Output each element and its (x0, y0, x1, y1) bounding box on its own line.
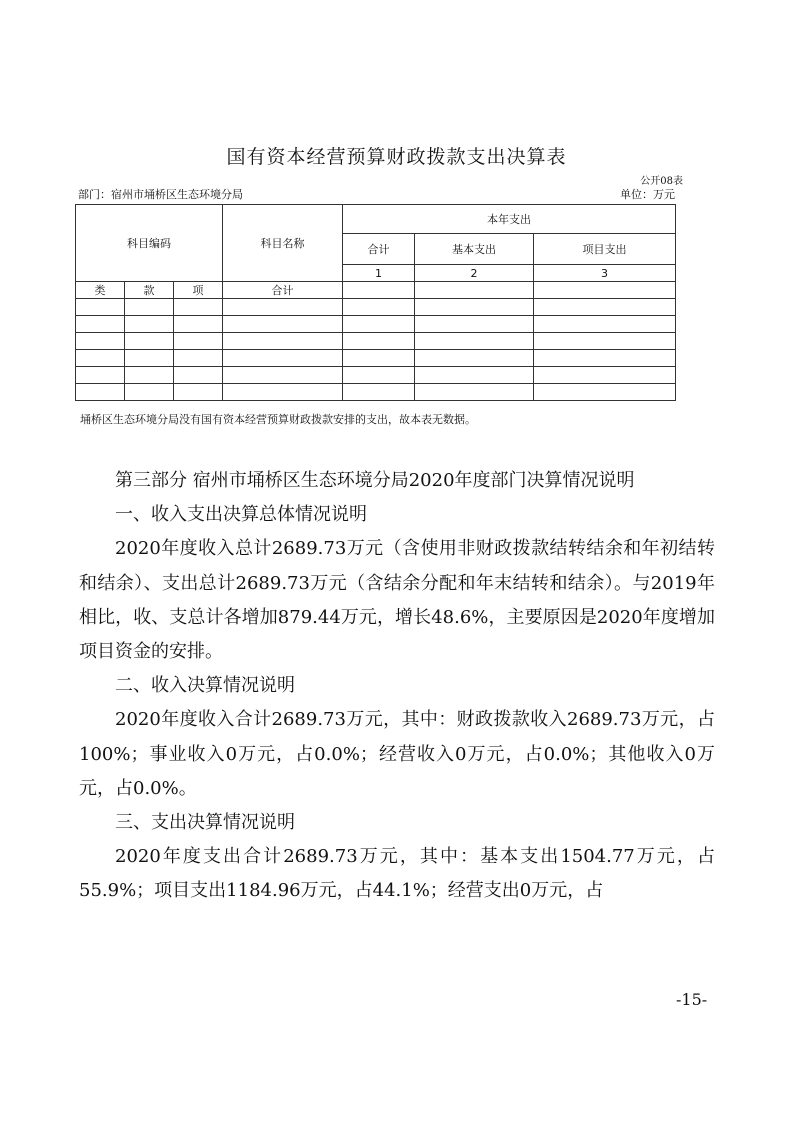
table-row (76, 384, 676, 401)
paragraph: 2020年度支出合计2689.73万元，其中：基本支出1504.77万元，占55.9%；项目支出1184.96万元，占44.1%；经营支出0万元，占 (79, 846, 715, 902)
table-row (76, 350, 676, 367)
table-row (76, 367, 676, 384)
header-total: 合计 (343, 234, 415, 265)
table-row (76, 333, 676, 350)
table-row (76, 316, 676, 333)
table-cell (415, 282, 534, 299)
header-basic: 基本支出 (415, 234, 534, 265)
header-kuan: 款 (125, 282, 174, 299)
table-cell (343, 282, 415, 299)
header-lei: 类 (76, 282, 125, 299)
table-cell (534, 282, 676, 299)
header-name: 科目名称 (223, 205, 343, 282)
form-number: 公开08表 (640, 176, 683, 187)
table-row (76, 299, 676, 316)
header-project: 项目支出 (534, 234, 676, 265)
header-xiang: 项 (174, 282, 223, 299)
row-sum-label: 合计 (223, 282, 343, 299)
department-label: 部门：宿州市埇桥区生态环境分局 (78, 188, 243, 201)
page-number: -15- (676, 990, 708, 1009)
paragraph: 2020年度收入合计2689.73万元，其中：财政拨款收入2689.73万元，占100%；事业收入0万元，占0.0%；经营收入0万元，占0.0%；其他收入0万元，占0.0%。 (79, 709, 715, 799)
col-number-2: 2 (415, 265, 534, 282)
report-body (79, 464, 715, 909)
table-title: 国有资本经营预算财政拨款支出决算表 (226, 146, 567, 168)
unit-label: 单位：万元 (620, 188, 675, 201)
paragraph: 2020年度收入总计2689.73万元（含使用非财政拨款结转结余和年初结转和结余）、支出总计2689.73万元（含结余分配和年末结转和结余）。与2019年相比，收、支总计各增加879.44万元，增长48.6%，主要原因是2020年度增加项目资金的安排。 (79, 538, 715, 663)
header-current-year: 本年支出 (343, 205, 676, 234)
subsection-heading: 三、支出决算情况说明 (115, 812, 295, 834)
col-number-3: 3 (534, 265, 676, 282)
subsection-heading: 二、收入决算情况说明 (115, 675, 295, 697)
table-note: 埇桥区生态环境分局没有国有资本经营预算财政拨款安排的支出，故本表无数据。 (80, 413, 476, 426)
subsection-heading: 一、收入支出决算总体情况说明 (115, 504, 367, 526)
section-heading: 第三部分 宿州市埇桥区生态环境分局2020年度部门决算情况说明 (115, 470, 635, 491)
expenditure-table (75, 204, 676, 401)
col-number-1: 1 (343, 265, 415, 282)
header-code: 科目编码 (76, 205, 223, 282)
